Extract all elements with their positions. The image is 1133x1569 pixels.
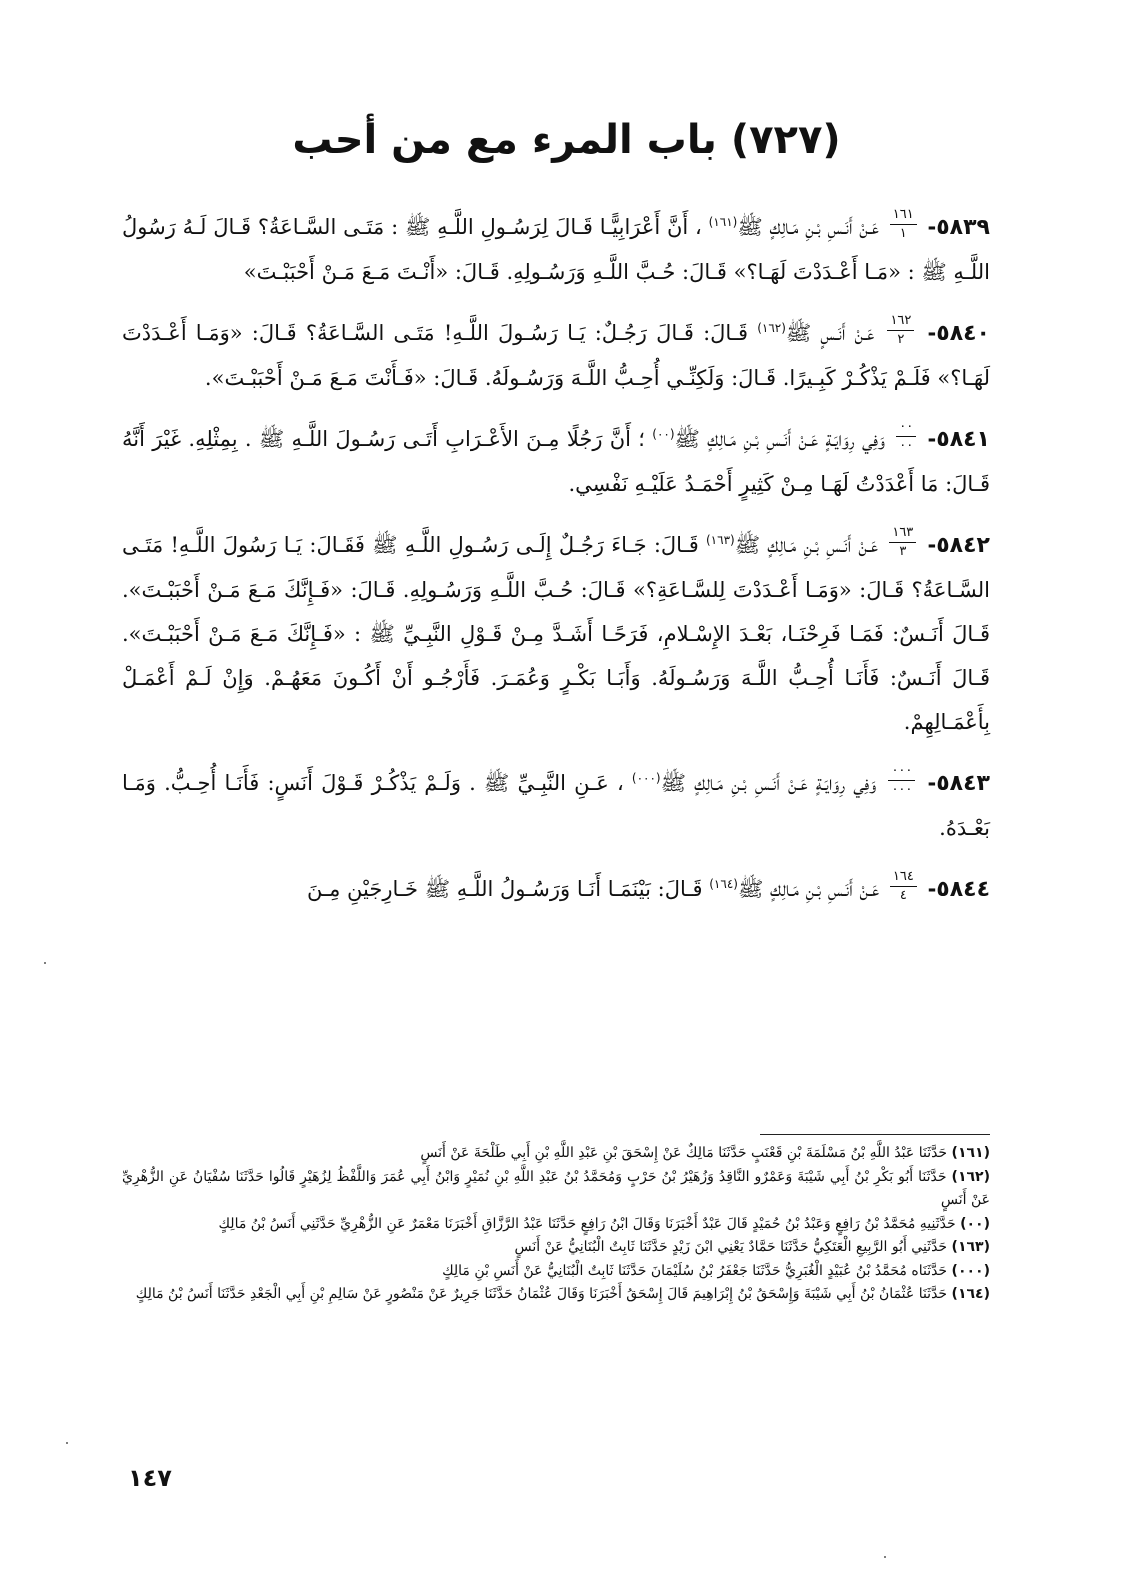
footnote [122,1283,990,1307]
fraction-bottom: ٤ [899,888,907,903]
hadith-text: ، أَنَّ أَعْرَابِيًّـا قَـالَ لِرَسُـولِ اللَّـهِ ﷺ : مَتَـى السَّـاعَةُ؟ قَـالَ لَـهُ رَسُولُ اللَّـهِ ﷺ : «مَـا أَعْـدَدْتَ لَهَـا؟» قَـالَ: حُـبَّ اللَّـهِ وَرَسُـولِهِ. قَـالَ: «أَنْـتَ مَـعَ مَـنْ أَحْبَبْـتَ» [122,215,990,284]
hadith-text: قَـالَ: جَـاءَ رَجُـلٌ إِلَـى رَسُـولِ اللَّـهِ ﷺ فَقَـالَ: يَـا رَسُولَ اللَّـهِ! مَتَـى السَّـاعَةُ؟ قَـالَ: «وَمَـا أَعْـدَدْتَ لِلسَّـاعَةِ؟» قَـالَ: حُـبَّ اللَّـهِ وَرَسُـولِهِ. قَـالَ: «فَـإِنَّكَ مَـعَ مَـنْ أَحْبَبْـتَ». قَـالَ أَنَـسٌ: فَمَـا فَرِحْنَـا، بَعْـدَ الإِسْـلامِ، فَرَحًـا أَشَـدَّ مِـنْ قَـوْلِ النَّبِـيِّ ﷺ : «فَـإِنَّكَ مَـعَ مَـنْ أَحْبَبْـتَ». قَـالَ أَنَـسٌ: فَأَنَـا أُحِـبُّ اللَّـهَ وَرَسُـولَهُ. وَأَبَـا بَكْـرٍ وَعُمَـرَ. فَأَرْجُـو أَنْ أَكُـونَ مَعَهُـمْ. وَإِنْ لَـمْ أَعْمَـلْ بِأَعْمَـالِهِمْ. [122,533,990,734]
footnote-number: (١٦٤) [951,1286,990,1302]
fraction-bottom: ١ [899,226,907,241]
footnote [122,1142,990,1166]
scan-speck [66,1442,68,1444]
hadith-separator: - [927,771,937,795]
hadith-text-start: عَـنْ أَنَـسِ بْـنِ مَـالِكٍ ﷺ [737,877,880,901]
footnote [122,1213,990,1237]
hadith-5844 [122,862,990,912]
hadith-separator: - [927,321,937,345]
hadith-text: قَـالَ: قَـالَ رَجُـلٌ: يَـا رَسُـولَ اللَّـهِ! مَتَـى السَّـاعَةُ؟ قَـالَ: «وَمَـا أَعْـدَدْتَ لَهَـا؟» فَلَـمْ يَذْكُـرْ كَبِـيرًا. قَـالَ: وَلَكِنِّـي أُحِـبُّ اللَّـهَ وَرَسُـولَهُ. قَـالَ: «فَـأَنْتَ مَـعَ مَـنْ أَحْبَبْـتَ». [122,321,990,390]
hadith-text: قَـالَ: بَيْنَمَـا أَنَـا وَرَسُـولُ اللَّـهِ ﷺ خَـارِجَيْنِ مِـنَ [306,877,703,901]
hadith-separator: - [927,427,937,451]
fraction-top: ١٦٣ [889,526,916,543]
hadith-text-start: عَـنْ أَنَـسٍ ﷺ [785,321,875,345]
hadith-index-fraction [887,314,914,347]
hadith-index-fraction [889,526,916,559]
fraction-bottom: ٢ [897,332,905,347]
hadith-5840 [122,306,990,400]
footnote-ref: (٠٠٠) [631,771,661,785]
footnote-ref: (١٦١) [708,215,738,229]
hadith-text-start: وَفِي رِوَايَـةٍ عَـنْ أَنَـسِ بْـنِ مَـالِكٍ ﷺ [674,427,886,451]
footnote [122,1236,990,1260]
hadith-number: ٥٨٤٠ [936,321,990,346]
hadith-index-fraction [890,870,917,903]
fraction-top: ١٦١ [890,208,917,225]
hadith-number: ٥٨٤٢ [936,533,990,558]
footnote-ref: (١٦٢) [757,321,786,335]
hadith-separator: - [927,533,937,557]
footnote-ref: (٠٠) [652,427,675,441]
fraction-bottom: ٣ [899,544,907,559]
hadith-separator: - [927,215,937,239]
hadith-text: ، عَـنِ النَّبِـيِّ ﷺ . وَلَـمْ يَذْكُـرْ قَـوْلَ أَنَسٍ: فَأَنَـا أُحِـبُّ. وَمَـا بَعْـدَهُ. [122,771,990,840]
fraction-bottom: ٠٠٠ [891,782,913,797]
footnotes [122,1142,990,1307]
footnote-text: حَدَّثَنِي أَبُو الرَّبِيعِ الْعَتَكِيُّ حَدَّثَنَا حَمَّادٌ يَعْنِي ابْنَ زَيْدٍ حَدَّثَنَا ثَابِتٌ الْبُنَانِيُّ عَنْ أَنَسٍ [514,1239,948,1255]
footnote-number: (١٦٣) [951,1239,990,1255]
hadith-5843 [122,756,990,850]
chapter-title: (٧٢٧) باب المرء مع من أحب [292,117,841,163]
page-number: ١٤٧ [128,1464,172,1492]
scan-speck [44,962,46,964]
hadith-5841 [122,412,990,506]
footnote-ref: (١٦٣) [705,533,735,547]
fraction-top: ١٦٤ [890,870,917,887]
hadith-body [122,200,990,924]
footnote-number: (١٦٢) [951,1168,990,1185]
footnote-divider [760,1134,990,1135]
hadith-number: ٥٨٣٩ [936,215,990,240]
hadith-text-start: عَـنْ أَنَـسِ بْـنِ مَـالِكٍ ﷺ [734,533,879,557]
footnote-text: حَدَّثَنَا عُثْمَانُ بْنُ أَبِي شَيْبَةَ وَإِسْحَقُ بْنُ إِبْرَاهِيمَ قَالَ إِسْحَقُ أَخْبَرَنَا وَقَالَ عُثْمَانُ حَدَّثَنَا جَرِيرٌ عَنْ مَنْصُورٍ عَنْ سَالِمِ بْنِ أَبِي الْجَعْدِ حَدَّثَنَا أَنَسُ بْنُ مَالِكٍ [135,1286,948,1302]
hadith-text-start: وَفِي رِوَايَـةٍ عَـنْ أَنَـسِ بْـنِ مَـالِكٍ ﷺ [660,771,877,795]
footnote-number: (٠٠٠) [951,1262,990,1279]
hadith-number: ٥٨٤٣ [936,771,990,796]
scan-speck [884,1556,886,1558]
hadith-text: ؛ أَنَّ رَجُلًا مِـنَ الأَعْـرَابِ أَتَـى رَسُـولَ اللَّـهِ ﷺ . بِمِثْلِهِ. غَيْرَ أَنَّهُ قَـالَ: مَا أَعْدَدْتُ لَهَـا مِـنْ كَثِيرٍ أَحْمَـدُ عَلَيْـهِ نَفْسِي. [122,427,990,496]
footnote-text: حَدَّثَنِيهِ مُحَمَّدُ بْنُ رَافِعٍ وَعَبْدُ بْنُ حُمَيْدٍ قَالَ عَبْدٌ أَخْبَرَنَا وَقَالَ ابْنُ رَافِعٍ حَدَّثَنَا عَبْدُ الرَّزَّاقِ أَخْبَرَنَا مَعْمَرٌ عَنِ الزُّهْرِيِّ حَدَّثَنِي أَنَسُ بْنُ مَالِكٍ [218,1215,956,1232]
hadith-index-fraction [896,420,916,453]
footnote [122,1166,990,1213]
hadith-index-fraction [890,208,917,241]
hadith-5839 [122,200,990,294]
footnote-text: حَدَّثَنَا عَبْدُ اللَّهِ بْنُ مَسْلَمَةَ بْنِ قَعْنَبٍ حَدَّثَنَا مَالِكٌ عَنْ إِسْحَقَ بْنِ عَبْدِ اللَّهِ بْنِ أَبِي طَلْحَةَ عَنْ أَنَسٍ [420,1145,948,1161]
hadith-index-fraction [888,764,915,797]
footnote-ref: (١٦٤) [709,877,738,891]
footnote-number: (٠٠) [960,1215,990,1232]
footnote-text: حَدَّثَنَاه مُحَمَّدُ بْنُ عُبَيْدٍ الْغُبَرِيُّ حَدَّثَنَا جَعْفَرُ بْنُ سُلَيْمَانَ حَدَّثَنَا ثَابِتٌ الْبُنَانِيُّ عَنْ أَنَسِ بْنِ مَالِكٍ [442,1262,948,1279]
hadith-text-start: عَـنْ أَنَـسِ بْـنِ مَـالِكٍ ﷺ [737,215,880,239]
fraction-top: ١٦٢ [887,314,914,331]
footnote-number: (١٦١) [951,1145,990,1161]
fraction-top: ٠٠٠ [888,764,915,781]
footnote [122,1260,990,1284]
footnote-text: حَدَّثَنَا أَبُو بَكْرِ بْنُ أَبِي شَيْبَةَ وَعَمْرٌو النَّاقِدُ وَزُهَيْرُ بْنُ حَرْبٍ وَمُحَمَّدُ بْنُ عَبْدِ اللَّهِ بْنِ نُمَيْرٍ وَابْنُ أَبِي عُمَرَ وَاللَّفْظُ لِزُهَيْرٍ قَالُوا حَدَّثَنَا سُفْيَانُ عَنِ الزُّهْرِيِّ عَنْ أَنَسٍ [122,1168,990,1208]
hadith-separator: - [927,877,937,901]
fraction-top: ٠٠ [896,420,916,437]
hadith-number: ٥٨٤٤ [936,877,990,902]
fraction-bottom: ٠٠ [899,438,914,453]
hadith-5842 [122,518,990,744]
hadith-number: ٥٨٤١ [936,427,990,452]
